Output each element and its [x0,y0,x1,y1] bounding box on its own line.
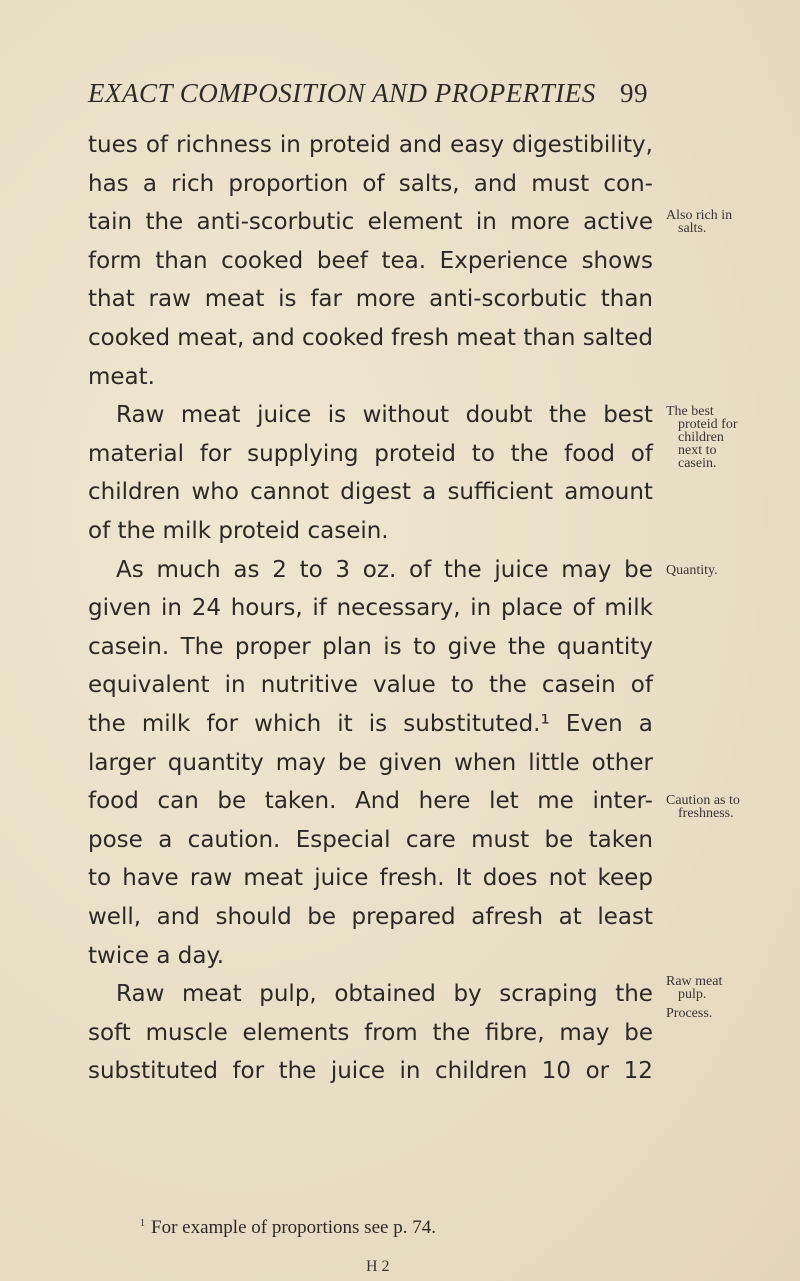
word: hours, [230,595,303,622]
word: casein [541,672,616,699]
word: of [362,170,385,197]
word: As [116,556,144,583]
word: supplying [247,440,359,467]
word: milk [162,518,212,544]
word: substituted.¹ [403,711,550,737]
word: milk [604,595,653,622]
word: day. [177,942,225,969]
footnote-marker: 1 [140,1217,145,1229]
word: a [156,942,171,969]
word: be [544,826,574,853]
word: 3 [335,556,351,583]
word: meat [181,981,242,1008]
word: may [559,1019,610,1046]
word: amount [564,479,653,506]
word: the [548,402,587,429]
word: be [337,749,367,776]
margin-note-line: casein. [678,456,717,471]
word: scraping [499,981,598,1008]
word: juice [314,865,369,892]
word: to [413,633,437,660]
word: Raw [116,402,165,429]
word: to [88,865,112,892]
footnote-text: For example of proportions see p. 74. [151,1217,436,1238]
word: the [145,209,184,236]
word: cooked [221,247,304,274]
word: be [217,788,247,815]
word: quantity [167,749,264,776]
word: Especial [295,826,391,853]
word: than [600,286,653,313]
word: meat [204,286,265,313]
word: least [597,904,653,930]
word: of [88,518,111,544]
word: of [630,440,653,467]
word: the [489,672,527,699]
word: have [122,865,179,892]
word: if [312,595,327,622]
word: oz. [362,556,397,583]
word: more [355,286,416,313]
word: that [88,286,135,313]
word: the [615,981,653,1008]
word: fibre, [485,1019,545,1046]
word: easy [450,132,505,158]
word: richness [176,132,272,158]
word: nutritive [260,672,358,699]
word: given [88,595,152,622]
word: 12 [623,1058,653,1085]
word: juice [494,556,549,583]
word: 2 [272,556,287,583]
word: salted [582,325,653,351]
word: other [591,749,653,776]
word: when [454,749,517,776]
word: the [510,440,549,467]
word: necessary, [336,595,461,622]
word: substituted [88,1058,218,1085]
word: proteid [374,440,457,467]
word: does [482,865,538,892]
word: meat, [177,325,245,351]
margin-note-line: Quantity. [666,563,718,578]
word: doubt [465,402,533,429]
word: must [531,170,590,197]
word: it [337,711,353,737]
word: is [327,402,347,429]
word: to [471,440,495,467]
word: tues [88,132,138,158]
word: here [418,788,471,815]
margin-note [666,1007,712,1020]
word: in [161,595,183,622]
margin-note [666,209,732,235]
word: obtained [334,981,436,1008]
footnote [140,1217,436,1239]
word: and [156,904,200,930]
word: pose [88,826,143,853]
word: prepared [351,904,456,930]
word: may [275,749,326,776]
word: to [299,556,323,583]
word: raw [189,865,233,892]
word: meat [180,402,241,429]
word: Even [565,711,623,737]
word: casein. [307,518,389,544]
margin-note-line: next to [678,443,717,458]
word: of [145,132,168,158]
word: the [432,1019,471,1046]
word: and [398,132,443,158]
word: larger [88,749,156,776]
word: twice [88,942,150,969]
word: afresh [471,904,544,930]
margin-note [666,405,737,470]
word: to [450,672,474,699]
word: plan [322,633,372,660]
margin-note-line: salts. [678,221,707,236]
word: juice [330,1058,385,1085]
word: given [378,749,443,776]
word: not [548,865,587,892]
word: digest [340,479,411,506]
word: meat [456,325,516,351]
word: inter- [592,788,653,815]
word: con- [603,170,653,197]
word: pulp, [259,981,317,1008]
word: of [630,672,653,699]
margin-note-line: freshness. [678,806,734,821]
word: a [638,711,653,737]
word: raw [148,286,191,313]
word: the [507,633,546,660]
word: And [355,788,400,815]
word: children [435,1058,528,1085]
word: rich [171,170,215,197]
word: keep [597,865,653,892]
word: a [422,479,437,506]
word: me [537,788,574,815]
word: muscle [145,1019,228,1046]
word: proper [234,633,311,660]
word: which [254,711,322,737]
word: is [368,711,388,737]
word: cannot [250,479,330,506]
word: salts, [398,170,460,197]
word: let [489,788,519,815]
word: sufficient [447,479,554,506]
word: more [510,209,570,236]
word: as [233,556,260,583]
word: in [399,1058,421,1085]
word: at [558,904,582,930]
word: place [500,595,563,622]
margin-note-line: Also rich in [666,208,733,223]
word: The [180,633,224,660]
word: and [251,325,295,351]
word: is [383,633,402,660]
word: 10 [541,1058,572,1085]
word: children [88,479,181,506]
word: equivalent [88,672,210,699]
word: may [561,556,612,583]
word: proteid [218,518,301,544]
word: value [372,672,436,699]
running-title: EXACT COMPOSITION AND PROPERTIES [88,78,596,108]
word: by [453,981,482,1008]
word: for [232,1058,265,1085]
word: fresh. [379,865,445,892]
margin-note [666,564,718,577]
word: material [88,440,184,467]
word: for [206,711,239,737]
word: the [443,556,482,583]
word: a [142,170,157,197]
margin-note-line: The best [666,404,714,419]
margin-note-line: pulp. [678,987,707,1002]
word: cooked [302,325,385,351]
word: soft [88,1019,131,1046]
word: casein. [88,633,170,660]
word: has [88,170,129,197]
word: be [624,1019,653,1046]
word: anti-scorbutic [429,286,587,313]
word: best [603,402,653,429]
word: or [585,1058,610,1085]
word: cooked [88,325,171,351]
word: can [157,788,199,815]
margin-note-line: children [678,430,724,445]
word: who [191,479,239,506]
page-number: 99 [620,78,648,108]
word: the [278,1058,317,1085]
word: much [156,556,221,583]
word: digestibility, [512,132,653,158]
word: give [447,633,497,660]
word: proteid [308,132,391,158]
word: fresh [391,325,450,351]
word: beef [316,247,368,274]
word: meat [243,865,304,892]
word: anti-scorbutic [196,209,355,236]
word: 24 [191,595,221,622]
word: active [583,209,653,236]
margin-note-line: Raw meat [666,974,723,989]
word: food [564,440,616,467]
word: tea. [381,247,427,274]
margin-note-line: Caution as to [666,793,740,808]
word: and [473,170,518,197]
word: little [528,749,580,776]
word: from [364,1019,418,1046]
word: well, [88,904,142,930]
word: shows [581,247,653,274]
margin-note [666,794,740,820]
word: elements [242,1019,350,1046]
signature-mark: H 2 [366,1258,390,1275]
margin-note-line: Process. [666,1006,713,1021]
word: far [310,286,342,313]
word: element [367,209,463,236]
margin-note-line: proteid for [678,417,738,432]
word: be [624,556,653,583]
word: for [199,440,232,467]
word: in [224,672,246,699]
word: should [215,904,292,930]
word: in [475,209,497,236]
word: be [307,904,336,930]
word: taken. [264,788,337,815]
word: Experience [439,247,568,274]
word: form [88,247,142,274]
word: juice [257,402,312,429]
word: without [362,402,450,429]
word: must [471,826,530,853]
word: of [409,556,432,583]
word: food [88,788,139,815]
word: taken [588,826,653,853]
word: than [155,247,208,274]
margin-note [666,975,722,1001]
word: Raw [116,981,165,1008]
word: tain [88,209,133,236]
word: a [158,826,173,853]
word: than [523,325,576,351]
word: the [117,518,156,544]
word: meat. [88,363,155,390]
word: proportion [228,170,349,197]
word: in [470,595,492,622]
word: is [278,286,297,313]
word: It [455,865,472,892]
word: of [572,595,595,622]
word: quantity [557,633,653,660]
word: caution. [187,826,281,853]
word: in [279,132,301,158]
word: care [405,826,456,853]
word: the [88,711,126,737]
word: milk [141,711,191,737]
